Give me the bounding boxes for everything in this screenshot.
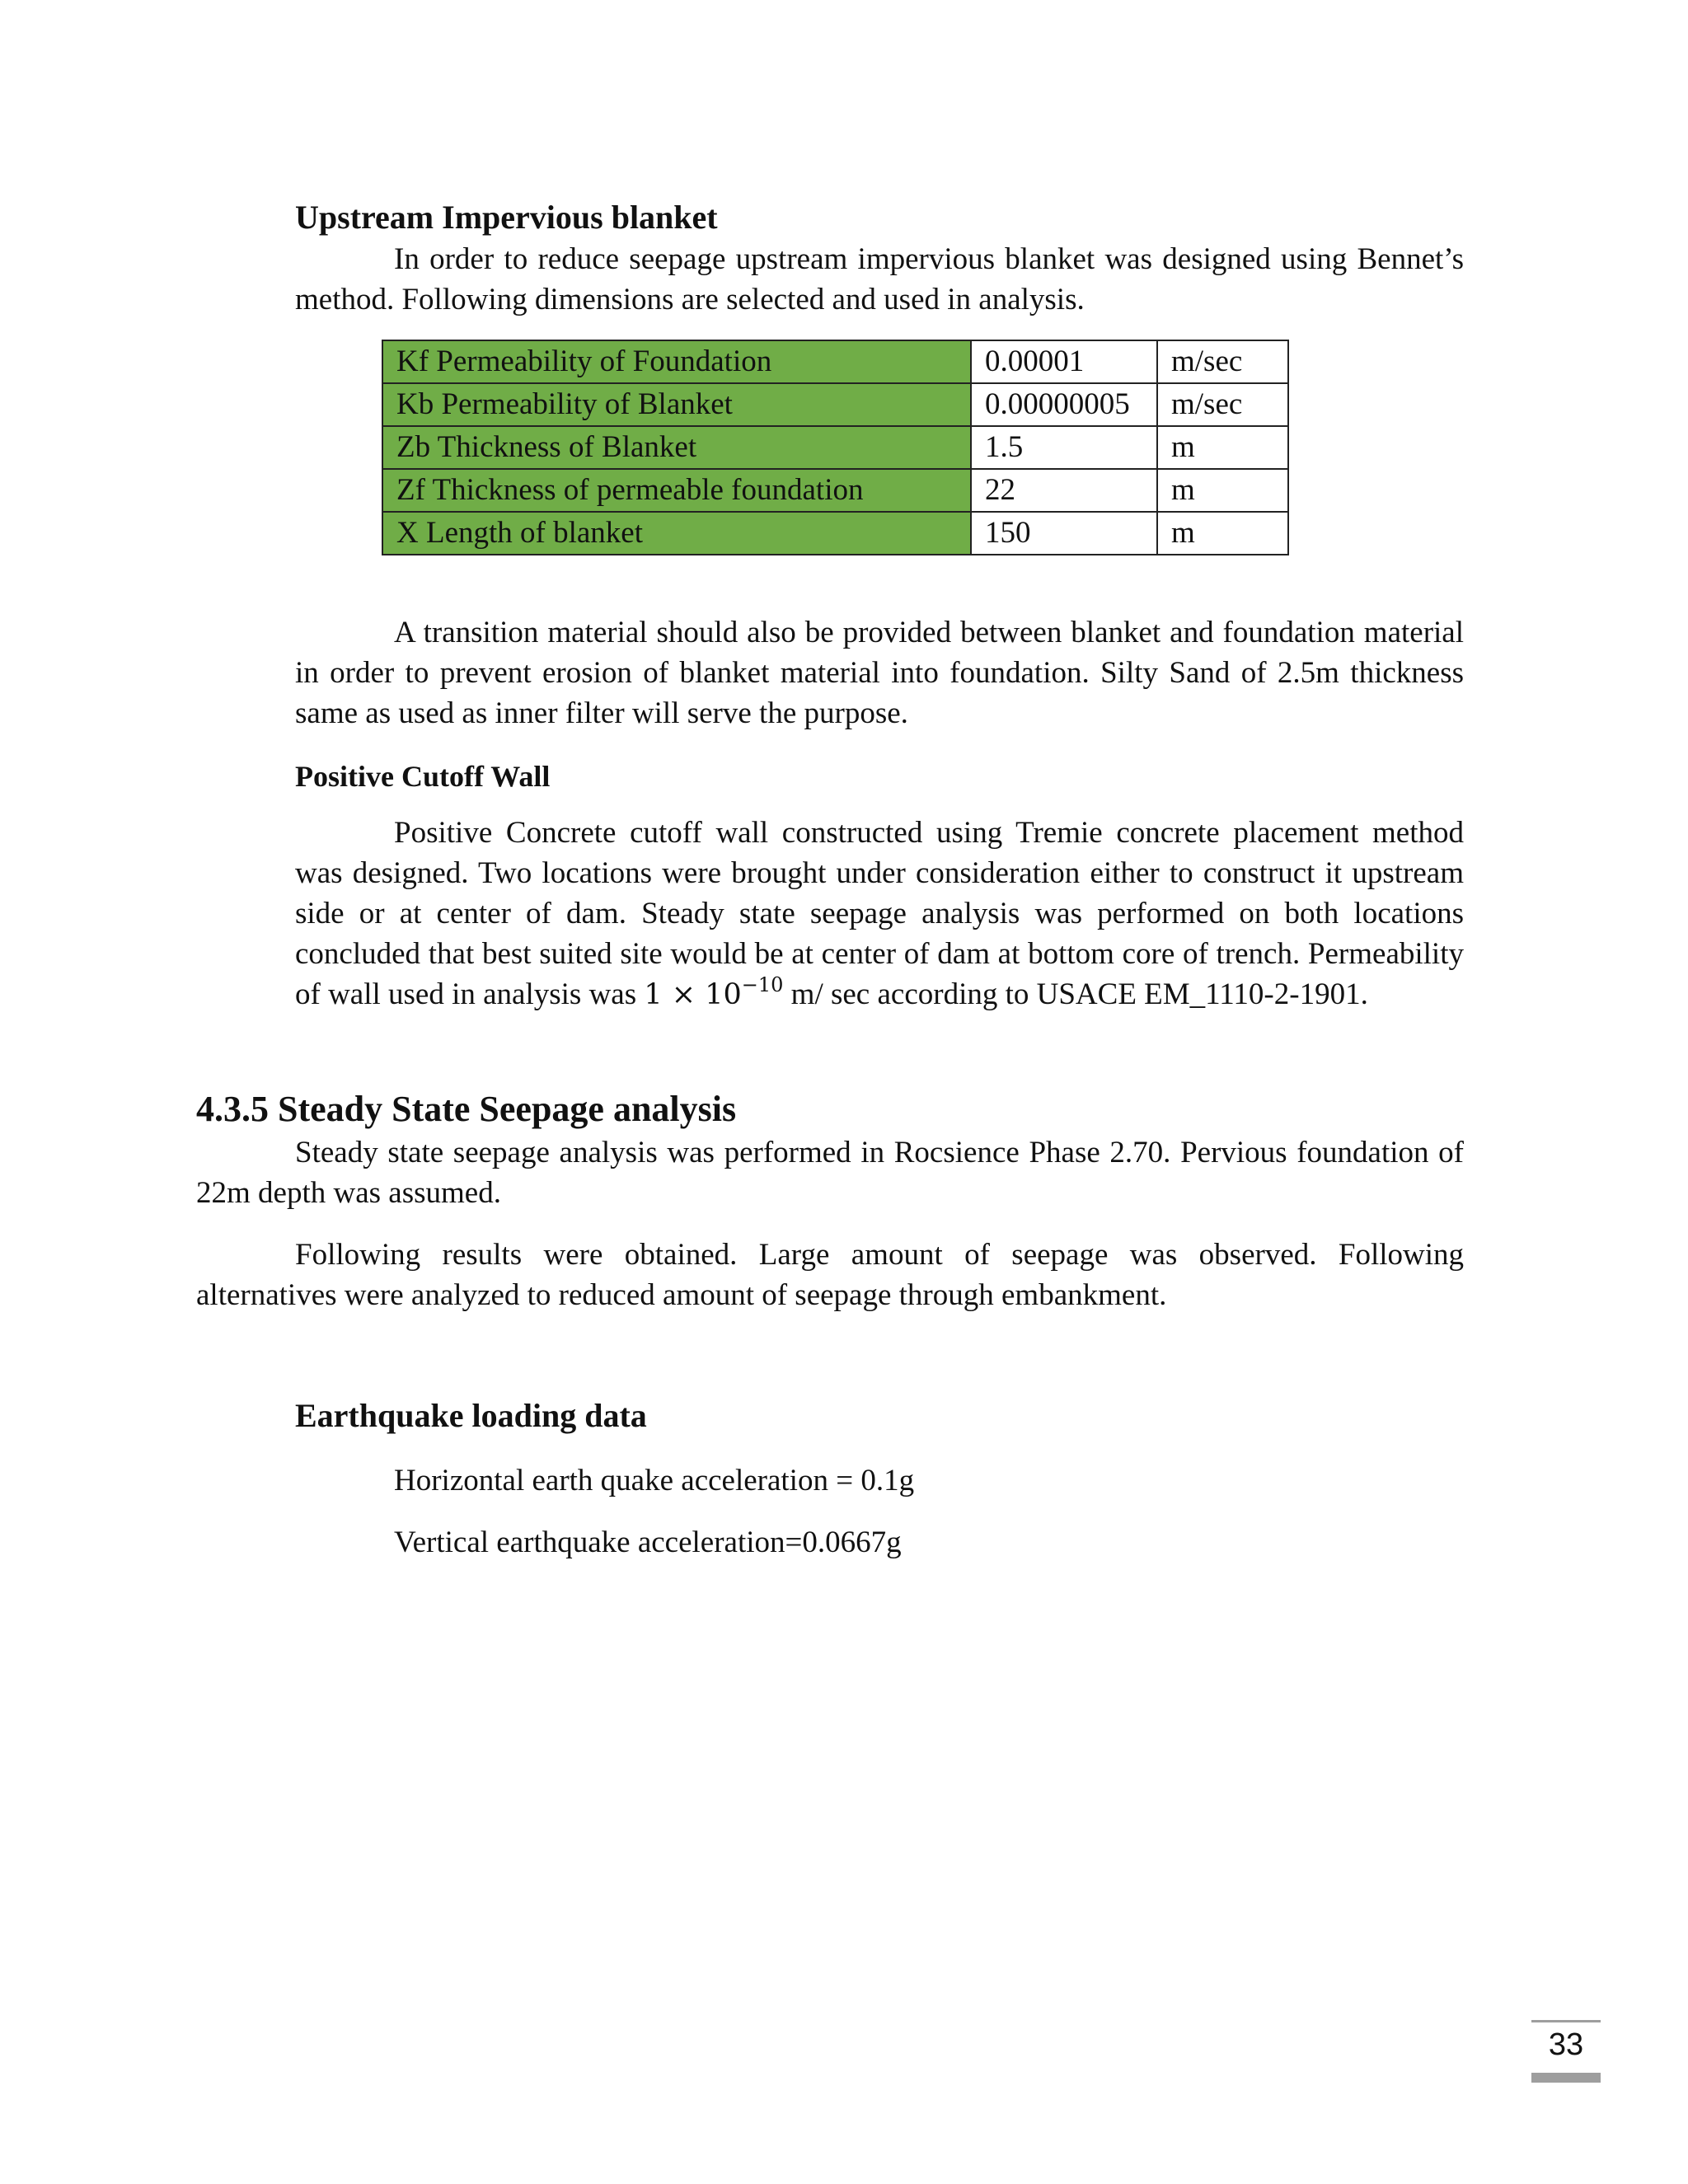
table-row xyxy=(382,426,1288,469)
upstream-paragraph: In order to reduce seepage upstream impervious blanket was designed using Bennet’s method. Following dimensions are selected and used in analysis. xyxy=(295,242,1464,316)
table-row xyxy=(382,383,1288,426)
table-row xyxy=(382,469,1288,512)
row-label: X Length of blanket xyxy=(382,512,971,555)
steady-state-section xyxy=(196,1086,1464,1315)
permeability-math xyxy=(644,973,784,1011)
table-row xyxy=(382,512,1288,555)
row-unit: m/sec xyxy=(1157,383,1288,426)
cutoff-section xyxy=(295,757,1464,1015)
row-value: 1.5 xyxy=(971,426,1157,469)
row-label: Kb Permeability of Blanket xyxy=(382,383,971,426)
earthquake-heading: Earthquake loading data xyxy=(295,1397,647,1434)
row-unit: m xyxy=(1157,426,1288,469)
row-value: 22 xyxy=(971,469,1157,512)
upstream-heading: Upstream Impervious blanket xyxy=(295,199,718,236)
math-exponent: −10 xyxy=(741,973,784,996)
row-value: 0.00000005 xyxy=(971,383,1157,426)
section-paragraph-2: Following results were obtained. Large amount of seepage was observed. Following alternatives were analyzed to reduced amount of seepage through embankment. xyxy=(196,1238,1464,1312)
row-label: Zb Thickness of Blanket xyxy=(382,426,971,469)
section-paragraph-1: Steady state seepage analysis was performed in Rocsience Phase 2.70. Pervious foundation of 22m depth was assumed. xyxy=(196,1136,1464,1210)
transition-paragraph: A transition material should also be provided between blanket and foundation material in order to prevent erosion of blanket material into foundation. Silty Sand of 2.5m thickness same as used as inner filter will serve the purpose. xyxy=(295,616,1464,730)
earthquake-section xyxy=(295,1394,1464,1437)
math-base: 1 × 10 xyxy=(644,978,742,1011)
row-value: 150 xyxy=(971,512,1157,555)
horizontal-acceleration: Horizontal earth quake acceleration = 0.1g xyxy=(394,1464,915,1497)
cutoff-paragraph xyxy=(295,813,1464,1015)
row-value: 0.00001 xyxy=(971,340,1157,383)
row-label: Zf Thickness of permeable foundation xyxy=(382,469,971,512)
cutoff-text-start: Positive Concrete cutoff wall constructed using Tremie concrete placement method was designed. Two locations were brought under consideration either to construct it upstream side or at center of dam. Steady state seepage analysis was performed on both locations concluded that best suited site would be at center of dam at bottom core of trench. Permeability of wall used in analysis was xyxy=(295,816,1464,1011)
page-number: 33 xyxy=(1548,2027,1584,2062)
transition-section xyxy=(295,612,1464,733)
row-unit: m/sec xyxy=(1157,340,1288,383)
row-unit: m xyxy=(1157,512,1288,555)
blanket-dimensions-table xyxy=(382,340,1289,555)
row-unit: m xyxy=(1157,469,1288,512)
cutoff-text-end: m/ sec according to USACE EM_1110-2-1901. xyxy=(790,977,1368,1011)
vertical-acceleration: Vertical earthquake acceleration=0.0667g xyxy=(394,1526,902,1559)
upstream-section xyxy=(295,196,1464,320)
table-row xyxy=(382,340,1288,383)
page-number-top-rule xyxy=(1531,2020,1601,2022)
page-number-bottom-bar xyxy=(1531,2073,1601,2083)
section-heading: 4.3.5 Steady State Seepage analysis xyxy=(196,1089,737,1129)
cutoff-heading: Positive Cutoff Wall xyxy=(295,760,551,793)
row-label: Kf Permeability of Foundation xyxy=(382,340,971,383)
